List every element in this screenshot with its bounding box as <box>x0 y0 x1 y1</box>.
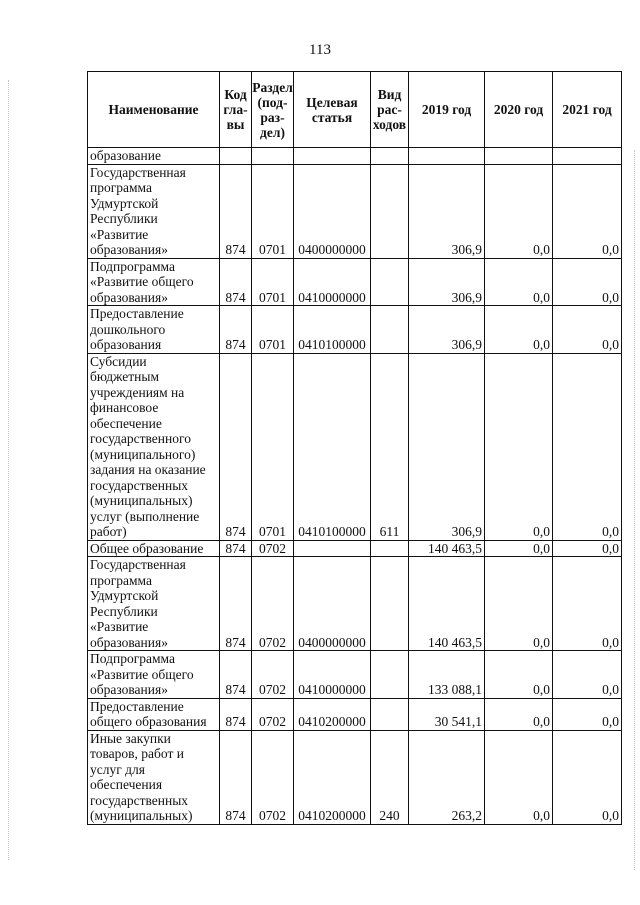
cell-section: 0702 <box>252 540 294 557</box>
cell-2021: 0,0 <box>553 651 622 699</box>
header-name: Наименование <box>88 72 220 148</box>
budget-table <box>87 71 622 825</box>
cell-name: Государственная программа Удмуртской Республики «Развитие образования» <box>88 164 220 258</box>
cell-target: 0400000000 <box>294 164 371 258</box>
cell-2019: 263,2 <box>409 730 485 824</box>
cell-target: 0400000000 <box>294 557 371 651</box>
cell-chapter: 874 <box>220 651 252 699</box>
header-2020: 2020 год <box>485 72 553 148</box>
table-row <box>88 306 622 354</box>
cell-2020: 0,0 <box>485 557 553 651</box>
cell-name: Иные закупки товаров, работ и услуг для обеспечения государственных (муниципальных) <box>88 730 220 824</box>
table-row <box>88 730 622 824</box>
cell-name: Подпрограмма «Развитие общего образования» <box>88 258 220 306</box>
cell-name: Субсидии бюджетным учреждениям на финансовое обеспечение государственного (муниципального) задания на оказание государственных (муниципальных) услуг (выполнение работ) <box>88 353 220 540</box>
cell-section: 0702 <box>252 557 294 651</box>
cell-2019: 140 463,5 <box>409 557 485 651</box>
cell-section: 0701 <box>252 306 294 354</box>
table-row <box>88 698 622 730</box>
table-row <box>88 164 622 258</box>
cell-chapter: 874 <box>220 698 252 730</box>
cell-target: 0410000000 <box>294 258 371 306</box>
cell-2020: 0,0 <box>485 353 553 540</box>
table-row <box>88 557 622 651</box>
cell-type <box>371 258 409 306</box>
cell-2020: 0,0 <box>485 540 553 557</box>
cell-section: 0702 <box>252 730 294 824</box>
header-target: Целевая статья <box>294 72 371 148</box>
cell-2020 <box>485 148 553 165</box>
cell-name: Государственная программа Удмуртской Республики «Развитие образования» <box>88 557 220 651</box>
cell-name: Общее образование <box>88 540 220 557</box>
header-row <box>88 72 622 148</box>
cell-type <box>371 164 409 258</box>
cell-target <box>294 148 371 165</box>
cell-2021: 0,0 <box>553 557 622 651</box>
cell-2019: 140 463,5 <box>409 540 485 557</box>
cell-section: 0701 <box>252 353 294 540</box>
cell-2019 <box>409 148 485 165</box>
header-2021: 2021 год <box>553 72 622 148</box>
cell-2020: 0,0 <box>485 258 553 306</box>
cell-2019: 306,9 <box>409 258 485 306</box>
cell-chapter: 874 <box>220 306 252 354</box>
table-row <box>88 148 622 165</box>
cell-2020: 0,0 <box>485 698 553 730</box>
cell-chapter: 874 <box>220 540 252 557</box>
table-row <box>88 540 622 557</box>
header-chapter: Код гла- вы <box>220 72 252 148</box>
cell-section: 0702 <box>252 698 294 730</box>
cell-2021: 0,0 <box>553 353 622 540</box>
table-row <box>88 651 622 699</box>
cell-section: 0702 <box>252 651 294 699</box>
cell-2021: 0,0 <box>553 730 622 824</box>
cell-type <box>371 557 409 651</box>
cell-2020: 0,0 <box>485 730 553 824</box>
cell-type <box>371 540 409 557</box>
cell-2019: 30 541,1 <box>409 698 485 730</box>
header-type: Вид рас- ходов <box>371 72 409 148</box>
cell-chapter <box>220 148 252 165</box>
cell-section <box>252 148 294 165</box>
scan-edge-left <box>8 80 10 860</box>
cell-name: образование <box>88 148 220 165</box>
cell-2019: 306,9 <box>409 306 485 354</box>
cell-type <box>371 651 409 699</box>
cell-target: 0410200000 <box>294 698 371 730</box>
table-row <box>88 258 622 306</box>
cell-2019: 306,9 <box>409 353 485 540</box>
cell-section: 0701 <box>252 258 294 306</box>
cell-2021: 0,0 <box>553 306 622 354</box>
cell-type: 240 <box>371 730 409 824</box>
cell-2021: 0,0 <box>553 698 622 730</box>
cell-name: Предоставление дошкольного образования <box>88 306 220 354</box>
cell-type: 611 <box>371 353 409 540</box>
cell-type <box>371 148 409 165</box>
page-number: 113 <box>309 42 331 58</box>
cell-2021: 0,0 <box>553 540 622 557</box>
cell-2021 <box>553 148 622 165</box>
cell-2021: 0,0 <box>553 164 622 258</box>
scan-edge-right <box>634 150 636 870</box>
cell-type <box>371 306 409 354</box>
cell-2019: 133 088,1 <box>409 651 485 699</box>
cell-chapter: 874 <box>220 164 252 258</box>
cell-2019: 306,9 <box>409 164 485 258</box>
cell-chapter: 874 <box>220 258 252 306</box>
cell-target: 0410100000 <box>294 306 371 354</box>
cell-section: 0701 <box>252 164 294 258</box>
cell-2021: 0,0 <box>553 258 622 306</box>
cell-type <box>371 698 409 730</box>
cell-2020: 0,0 <box>485 651 553 699</box>
cell-chapter: 874 <box>220 730 252 824</box>
table-row <box>88 353 622 540</box>
cell-2020: 0,0 <box>485 306 553 354</box>
cell-target <box>294 540 371 557</box>
cell-chapter: 874 <box>220 353 252 540</box>
cell-target: 0410200000 <box>294 730 371 824</box>
cell-target: 0410100000 <box>294 353 371 540</box>
cell-chapter: 874 <box>220 557 252 651</box>
cell-name: Подпрограмма «Развитие общего образования» <box>88 651 220 699</box>
header-2019: 2019 год <box>409 72 485 148</box>
cell-name: Предоставление общего образования <box>88 698 220 730</box>
header-section: Раздел (под- раз- дел) <box>252 72 294 148</box>
cell-2020: 0,0 <box>485 164 553 258</box>
cell-target: 0410000000 <box>294 651 371 699</box>
